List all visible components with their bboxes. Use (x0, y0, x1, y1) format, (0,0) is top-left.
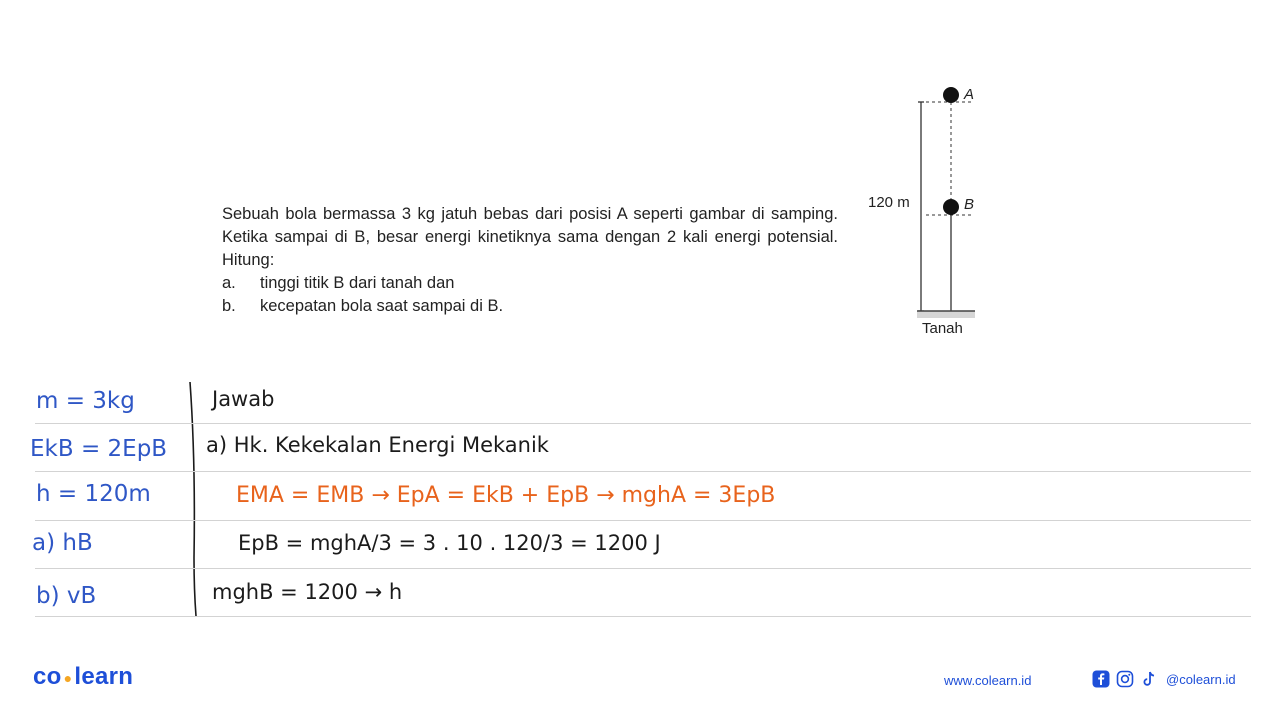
problem-statement (222, 203, 838, 318)
free-fall-diagram (900, 80, 990, 320)
problem-item-b (222, 295, 838, 318)
answer-equation: EMA = EMB → EpA = EkB + EpB → mghA = 3EpB (236, 483, 776, 508)
asked-b: b) vB (36, 583, 97, 609)
asked-a: a) hB (32, 530, 93, 556)
given-height: h = 120m (36, 481, 151, 507)
given-mass: m = 3kg (36, 388, 135, 414)
facebook-icon[interactable] (1092, 670, 1110, 688)
answer-calculation: EpB = mghA/3 = 3 . 10 . 120/3 = 1200 J (238, 531, 661, 555)
notes-rule (35, 616, 1251, 617)
ball-b (943, 199, 959, 215)
notes-rule (35, 423, 1251, 424)
ball-a (943, 87, 959, 103)
height-label: 120 m (868, 194, 910, 211)
answer-law: a) Hk. Kekekalan Energi Mekanik (206, 433, 549, 457)
ground-label: Tanah (922, 320, 963, 337)
notes-rule (35, 568, 1251, 569)
label-a: A (964, 86, 975, 103)
problem-item-text: kecepatan bola saat sampai di B. (260, 297, 504, 315)
notes-divider (186, 378, 202, 620)
given-energy-relation: EkB = 2EpB (30, 436, 168, 462)
label-b: B (964, 196, 975, 213)
problem-item-a (222, 272, 838, 295)
answer-heading: Jawab (212, 387, 275, 411)
problem-item-label: b. (222, 297, 236, 315)
social-links (1092, 670, 1236, 688)
answer-height-b: mghB = 1200 → h (212, 580, 403, 604)
instagram-icon[interactable] (1116, 670, 1134, 688)
social-handle[interactable]: @colearn.id (1166, 671, 1236, 687)
notes-rule (35, 471, 1251, 472)
problem-intro: Sebuah bola bermassa 3 kg jatuh bebas dari posisi A seperti gambar di samping. Ketika sampai di B, besar energi kinetiknya sama dengan 2 kali energi potensial. Hitung: (222, 205, 838, 269)
website-link[interactable]: www.colearn.id (944, 673, 1032, 688)
ground-hatch (917, 311, 975, 318)
problem-item-text: tinggi titik B dari tanah dan (260, 274, 455, 292)
notes-rule (35, 520, 1251, 521)
problem-item-label: a. (222, 274, 236, 292)
colearn-logo: co ●learn (33, 663, 134, 690)
tiktok-icon[interactable] (1140, 670, 1158, 688)
